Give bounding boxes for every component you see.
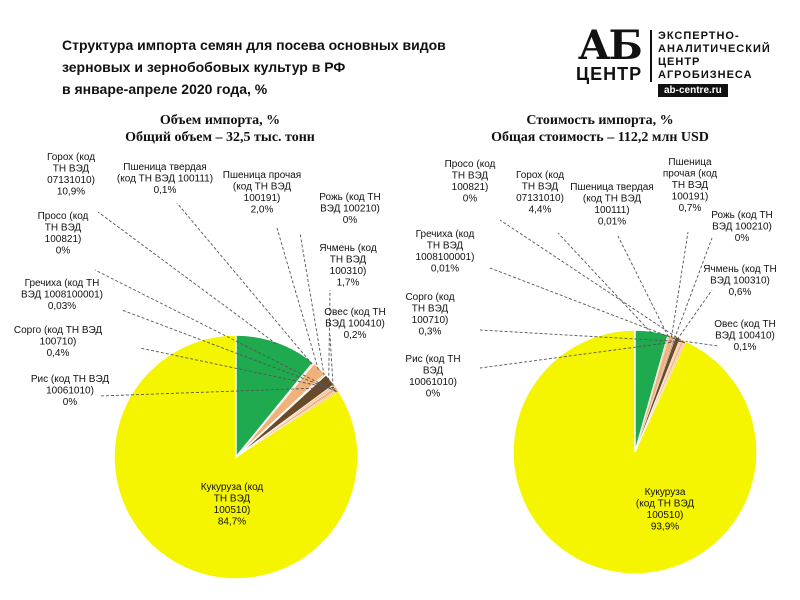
logo-line-2: АНАЛИТИЧЕСКИЙ <box>658 43 771 55</box>
pie-2-leader-5 <box>674 238 712 339</box>
pie-2-label-5: Рожь (код ТН ВЭД 100210) 0% <box>711 210 773 244</box>
logo-url: ab-centre.ru <box>658 84 728 97</box>
pie-2-leader-11 <box>500 220 685 343</box>
pie-1-label-1: Кукуруза (код ТН ВЭД 100510) 84,7% <box>200 482 264 528</box>
pie-1-label-7: Овес (код ТН ВЭД 100410) 0,2% <box>324 307 386 341</box>
pie-2-leader-2 <box>558 233 652 333</box>
chart-1-title-line-1: Объем импорта, % <box>159 113 281 128</box>
pie-2-label-4: Пшеница прочая (код ТН ВЭД 100191) 0,7% <box>662 157 718 214</box>
pie-2-label-8: Рис (код ТН ВЭД 10061010) 0% <box>405 354 461 400</box>
pie-1-label-5: Рожь (код ТН ВЭД 100210) 0% <box>319 192 381 226</box>
pie-2-label-10: Гречиха (код ТН ВЭД 1008100001) 0,01% <box>415 229 475 275</box>
pie-2-leader-6 <box>677 290 712 340</box>
logo-line-1: ЭКСПЕРТНО- <box>658 30 740 42</box>
pie-2-label-11: Просо (код ТН ВЭД 100821) 0% <box>444 159 496 205</box>
pie-1-label-8: Рис (код ТН ВЭД 10061010) 0% <box>30 374 110 408</box>
logo-mark: АБ <box>578 22 641 69</box>
pie-2-leader-10 <box>490 268 684 342</box>
pie-1-label-6: Ячмень (код ТН ВЭД 100310) 1,7% <box>319 243 377 289</box>
pie-2-label-6: Ячмень (код ТН ВЭД 100310) 0,6% <box>703 264 777 298</box>
pie-1-label-3: Пшеница твердая (код ТН ВЭД 100111) 0,1% <box>116 162 214 196</box>
pie-2-label-2: Горох (код ТН ВЭД 07131010) 4,4% <box>515 170 565 216</box>
title-line-1: Структура импорта семян для посева основных видов <box>62 37 446 53</box>
pie-2-leader-3 <box>618 236 668 337</box>
chart-2-title-line-2: Общая стоимость – 112,2 млн USD <box>491 130 709 145</box>
pie-1-leader-5 <box>300 233 324 376</box>
pie-1-leader-2 <box>98 212 276 344</box>
logo-line-3: ЦЕНТР <box>658 56 701 68</box>
pie-1-label-2: Горох (код ТН ВЭД 07131010) 10,9% <box>46 152 96 198</box>
pie-1-label-4: Пшеница прочая (код ТН ВЭД 100191) 2,0% <box>222 170 302 216</box>
chart-2-title-line-1: Стоимость импорта, % <box>526 113 674 128</box>
pie-2-leader-4 <box>671 232 688 338</box>
logo-sub: ЦЕНТР <box>576 64 643 84</box>
logo-line-4: АГРОБИЗНЕСА <box>658 69 753 81</box>
pie-1 <box>14 152 386 579</box>
chart-1-title-line-2: Общий объем – 32,5 тыс. тонн <box>125 130 315 145</box>
title-line-2: зерновых и зернобобовых культур в РФ <box>62 59 346 75</box>
pie-2-label-1: Кукуруза (код ТН ВЭД 100510) 93,9% <box>635 487 695 533</box>
pie-2-label-3: Пшеница твердая (код ТН ВЭД 100111) 0,01% <box>570 182 654 228</box>
pie-2-label-7: Овес (код ТН ВЭД 100410) 0,1% <box>714 319 776 353</box>
pie-1-label-9: Сорго (код ТН ВЭД 100710) 0,4% <box>13 325 103 359</box>
pie-2 <box>405 157 776 574</box>
pie-1-label-10: Гречиха (код ТН ВЭД 1008100001) 0,03% <box>20 278 104 312</box>
title-line-3: в январе-апреле 2020 года, % <box>62 81 268 97</box>
pie-2-label-9: Сорго (код ТН ВЭД 100710) 0,3% <box>405 292 455 338</box>
pie-1-label-11: Просо (код ТН ВЭД 100821) 0% <box>37 211 89 257</box>
